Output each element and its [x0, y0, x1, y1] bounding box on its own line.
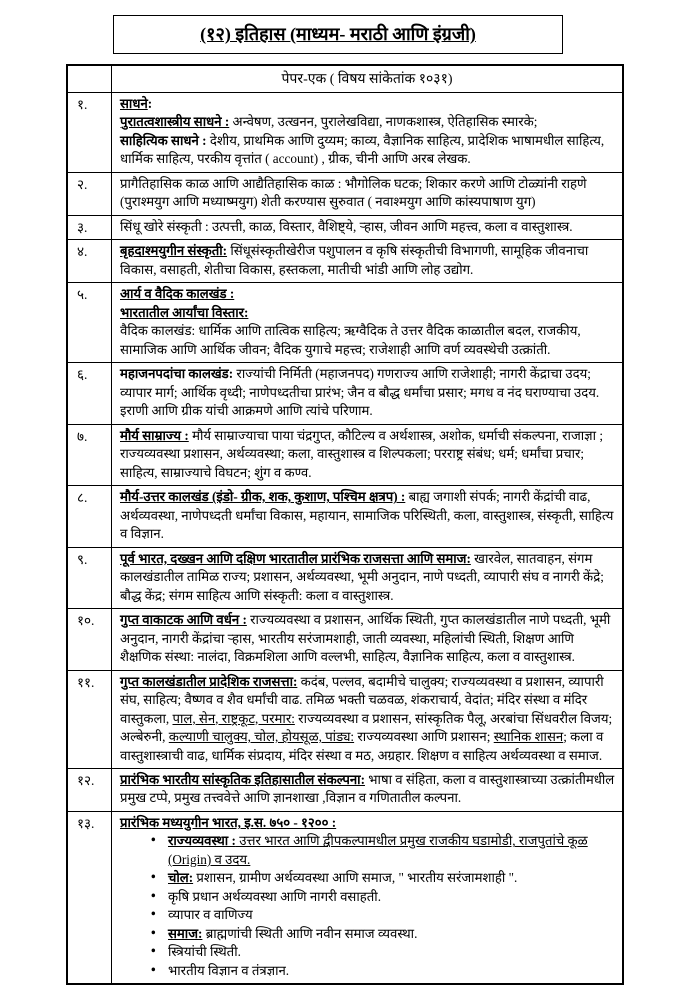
bullet-item — [168, 832, 616, 869]
bullet-item — [168, 943, 616, 961]
row-number: १२. — [68, 769, 112, 811]
table-row — [68, 362, 622, 423]
row-content — [112, 173, 622, 215]
table-row — [68, 172, 622, 215]
table-row — [68, 768, 622, 811]
content-paragraph — [120, 427, 616, 482]
syllabus-rows — [68, 92, 622, 983]
content-paragraph — [120, 304, 616, 322]
text-segment: : — [147, 96, 153, 111]
bullet-list — [120, 832, 616, 980]
text-segment: प्रारंभिक भारतीय सांस्कृतिक इतिहासातील संकल्पना: — [120, 771, 365, 787]
text-segment: पुरातत्वशास्त्रीय साधने : — [120, 114, 230, 130]
row-number: ३. — [68, 216, 112, 239]
text-segment: खारवेल, सातवाहन, संगम कालखंडातील तामिळ राज्य; प्रशासन, अर्थव्यवस्था, भूमी अनुदान, नाणे पध्दती, व्यापारी संघ व नागरी केंद्रे; बौद्ध केंद्र; संगम साहित्य आणि संस्कृती: कला व वास्तुशास्त्र. — [120, 550, 604, 603]
row-number: २. — [68, 173, 112, 215]
content-paragraph — [120, 365, 616, 420]
content-paragraph — [120, 132, 616, 169]
text-segment: आर्य व वैदिक कालखंड : — [120, 286, 235, 302]
row-number: १०. — [68, 609, 112, 669]
text-segment: पूर्व भारत, दख्खन आणि दक्षिण भारतातील प्रारंभिक राजसत्ता आणि समाज: — [120, 550, 471, 566]
table-row — [68, 215, 622, 239]
table-row — [68, 424, 622, 485]
row-content — [112, 548, 622, 608]
content-paragraph — [120, 673, 616, 765]
row-content — [112, 93, 622, 172]
text-segment: प्रारंभिक मध्ययुगीन भारत, इ.स. ७५० - १२०० : — [120, 814, 337, 830]
text-segment: स्त्रियांची स्थिती. — [168, 944, 241, 960]
row-number: ९. — [68, 548, 112, 608]
text-segment: महाजनपदांचा कालखंड: — [120, 366, 234, 382]
table-header-row — [68, 66, 622, 92]
text-segment: मौर्य साम्राज्य : — [120, 427, 189, 443]
table-row — [68, 547, 622, 608]
text-segment: प्रागैतिहासिक काळ आणि आद्यैतिहासिक काळ : भौगोलिक घटक; शिकार करणे आणि टोळ्यांनी राहणे (पुराश्मयुग आणि मध्याष्मयुग) शेती करण्यास सुरुवात ( नवाश्मयुग आणि कांस्यपाषाण युग) — [120, 175, 587, 210]
row-number: १३. — [68, 812, 112, 983]
text-segment: भारतीय विज्ञान व तंत्रज्ञान. — [168, 962, 290, 978]
text-segment: राज्यांची निर्मिती (महाजनपद) गणराज्य आणि राजेशाही; नागरी केंद्राचा उदय; व्यापार मार्ग; आर्थिक वृध्दी; नाणेपध्दतीचा प्रारंभ; जैन व बौद्ध धर्मांचा प्रसार; मगध व नंद घराण्याचा उदय. इराणी आणि ग्रीक यांची आक्रमणे आणि त्यांचे परिणाम. — [120, 366, 600, 419]
text-segment: कृषि प्रधान अर्थव्यवस्था आणि नागरी वसाहती. — [168, 888, 381, 904]
text-segment: मौर्य साम्राज्याचा पाया चंद्रगुप्त, कौटिल्य व अर्थशास्त्र, अशोक, धर्माची संकल्पना, राजाज्ञा ; राज्यव्यवस्था प्रशासन, अर्थव्यवस्था; कला, वास्तुशास्त्र व शिल्पकला; परराष्ट्र संबंध; धर्म; धर्मांचा प्रचार; साहित्य, साम्राज्याचे विघटन; शुंग व कण्व. — [120, 427, 604, 480]
bullet-item — [168, 962, 616, 980]
table-header-title: पेपर-एक ( विषय सांकेतांक १०३१) — [281, 72, 453, 87]
text-segment: अन्वेषण, उत्खनन, पुरालेखविद्या, नाणकशास्त्र, ऐतिहासिक स्मारके; — [229, 114, 538, 130]
page-title: (१२) इतिहास (माध्यम- मराठी आणि इंग्रजी) — [200, 24, 476, 44]
content-paragraph — [120, 218, 616, 236]
content-paragraph — [120, 95, 616, 113]
row-number: ५. — [68, 283, 112, 362]
content-paragraph — [120, 113, 616, 131]
content-paragraph — [120, 814, 616, 832]
row-content — [112, 486, 622, 546]
text-segment: राज्यव्यवस्था व प्रशासन, सांस्कृतिक पैलू, अरबांचा सिंधवरील विजय; अल्बेरुनी, — [120, 710, 613, 745]
bullet-item — [168, 925, 616, 943]
row-content — [112, 216, 622, 239]
text-segment: साधने — [120, 96, 148, 111]
table-row — [68, 811, 622, 983]
row-number: ६. — [68, 363, 112, 423]
text-segment: स्थानिक शासन — [493, 729, 564, 745]
text-segment: पाल, सेन, राष्ट्रकूट, परमार: — [172, 710, 295, 726]
row-number: ७. — [68, 425, 112, 485]
row-content — [112, 609, 622, 669]
text-segment: सिंधू खोरे संस्कृती : उत्पत्ती, काळ, विस्तार, वैशिष्ट्ये, ऱ्हास, जीवन आणि महत्त्व, कला व वास्तुशास्त्र. — [120, 218, 573, 234]
text-segment: गुप्त वाकाटक आणि वर्धन : — [120, 612, 247, 628]
text-segment: कल्याणी चालुक्य, चोल, होयसूळ, पांड्य: — [168, 729, 355, 745]
text-segment: मौर्य-उत्तर कालखंड (इंडो- ग्रीक, शक, कुशाण, पश्चिम क्षत्रप) : — [120, 489, 406, 505]
content-paragraph — [120, 611, 616, 666]
header-number-cell — [68, 66, 112, 92]
text-segment: गुप्त कालखंडातील प्रादेशिक राजसत्ता: — [120, 673, 298, 689]
text-segment: व्यापार व वाणिज्य — [168, 907, 253, 923]
text-segment: देशीय, प्राथमिक आणि दुय्यम; काव्य, वैज्ञानिक साहित्य, प्रादेशिक भाषामधील साहित्य, धार्मिक साहित्य, परकीय वृत्तांत ( account) , ग्रीक, चीनी आणि अरब लेखक. — [120, 132, 605, 167]
bullet-item — [168, 869, 616, 887]
text-segment: भाषा व संहिता, कला व वास्तुशास्त्राच्या उत्क्रांतीमधील प्रमुख टप्पे, प्रमुख तत्त्ववेत्ते आणि ज्ञानशाखा ,विज्ञान व गणितातील कल्पना. — [120, 771, 615, 806]
row-content — [112, 283, 622, 362]
row-number: ४. — [68, 240, 112, 282]
row-number: ८. — [68, 486, 112, 546]
bullet-item — [168, 906, 616, 924]
bullet-item — [168, 888, 616, 906]
table-row — [68, 608, 622, 669]
row-content — [112, 363, 622, 423]
table-row — [68, 239, 622, 282]
text-segment: राज्यव्यवस्था : — [168, 833, 236, 849]
text-segment: चोल: — [168, 870, 194, 886]
row-content — [112, 671, 622, 768]
syllabus-table — [66, 64, 624, 985]
text-segment: ; कला व वास्तुशास्त्राची वाढ, धार्मिक संप्रदाय, मंदिर संस्था व मठ, अग्रहार. शिक्षण व साहित्य अर्थव्यवस्था व समाज. — [120, 729, 604, 763]
row-number: १. — [68, 93, 112, 172]
text-segment: भारतातील आर्यांचा विस्तार: — [120, 304, 249, 320]
text-segment: बाह्य जगाशी संपर्क; नागरी केंद्रांची वाढ, अर्थव्यवस्था, नाणेपध्दती धर्मांचा विकास, महायान, सामाजिक परिस्थिती, कला, वास्तुशास्त्र, संस्कृती, साहित्य व विज्ञान. — [120, 489, 614, 542]
document-title-box — [113, 15, 563, 54]
text-segment: राज्यव्यवस्था आणि प्रशासन; — [354, 729, 494, 745]
text-segment: उत्तर भारत आणि द्वीपकल्पामधील प्रमुख राजकीय घडामोडी, राजपुतांचे कूळ (Origin) व उदय. — [168, 833, 588, 867]
text-segment: समाज: — [168, 925, 203, 941]
content-paragraph — [120, 322, 616, 359]
table-row — [68, 282, 622, 362]
content-paragraph — [120, 285, 616, 303]
row-content — [112, 769, 622, 811]
text-segment: कदंब, पल्लव, बदामीचे चालुक्य; राज्यव्यवस्था व प्रशासन, व्यापारी संघ, साहित्य; वैष्णव व शैव धर्मांची वाढ. तमिळ भक्ती चळवळ, शंकराचार्य, वेदांत; मंदिर संस्था व मंदिर वास्तुकला, — [120, 673, 604, 726]
text-segment: राज्यव्यवस्था व प्रशासन, आर्थिक स्थिती, गुप्त कालखंडातील नाणे पध्दती, भूमी अनुदान, नागरी केंद्रांचा ऱ्हास, भारतीय सरंजामशाही, जाती व्यवस्था, महिलांची स्थिती, शिक्षण आणि शैक्षणिक संस्था: नालंदा, विक्रमशिला आणि वल्लभी, साहित्य, वैज्ञानिक साहित्य, कला व वास्तुशास्त्र. — [120, 612, 611, 665]
content-paragraph — [120, 488, 616, 543]
content-paragraph — [120, 771, 616, 808]
text-segment: प्रशासन, ग्रामीण अर्थव्यवस्था आणि समाज, " भारतीय सरंजामशाही ". — [193, 870, 518, 886]
table-row — [68, 92, 622, 172]
content-paragraph — [120, 175, 616, 212]
table-row — [68, 485, 622, 546]
row-number: ११. — [68, 671, 112, 768]
content-paragraph — [120, 242, 616, 279]
row-content — [112, 240, 622, 282]
text-segment: सिंधूसंस्कृतीखेरीज पशुपालन व कृषि संस्कृतीची विभागणी, सामूहिक जीवनाचा विकास, वसाहती, शेतीचा विकास, हस्तकला, मातीची भांडी आणि लोह उद्योग. — [120, 243, 589, 277]
row-content — [112, 812, 622, 983]
row-content — [112, 425, 622, 485]
content-paragraph — [120, 550, 616, 605]
text-segment: साहित्यिक साधने : — [120, 132, 207, 148]
text-segment: वैदिक कालखंड: धार्मिक आणि तात्विक साहित्य; ऋग्वैदिक ते उत्तर वैदिक काळातील बदल, राजकीय, सामाजिक आणि आर्थिक जीवन; वैदिक युगाचे महत्त्व; राजेशाही आणि वर्ण व्यवस्थेची उत्क्रांती. — [120, 323, 581, 357]
table-row — [68, 670, 622, 768]
text-segment: ब्राह्मणांची स्थिती आणि नवीन समाज व्यवस्था. — [202, 925, 418, 941]
text-segment: बृहदाश्मयुगीन संस्कृती: — [120, 243, 228, 259]
